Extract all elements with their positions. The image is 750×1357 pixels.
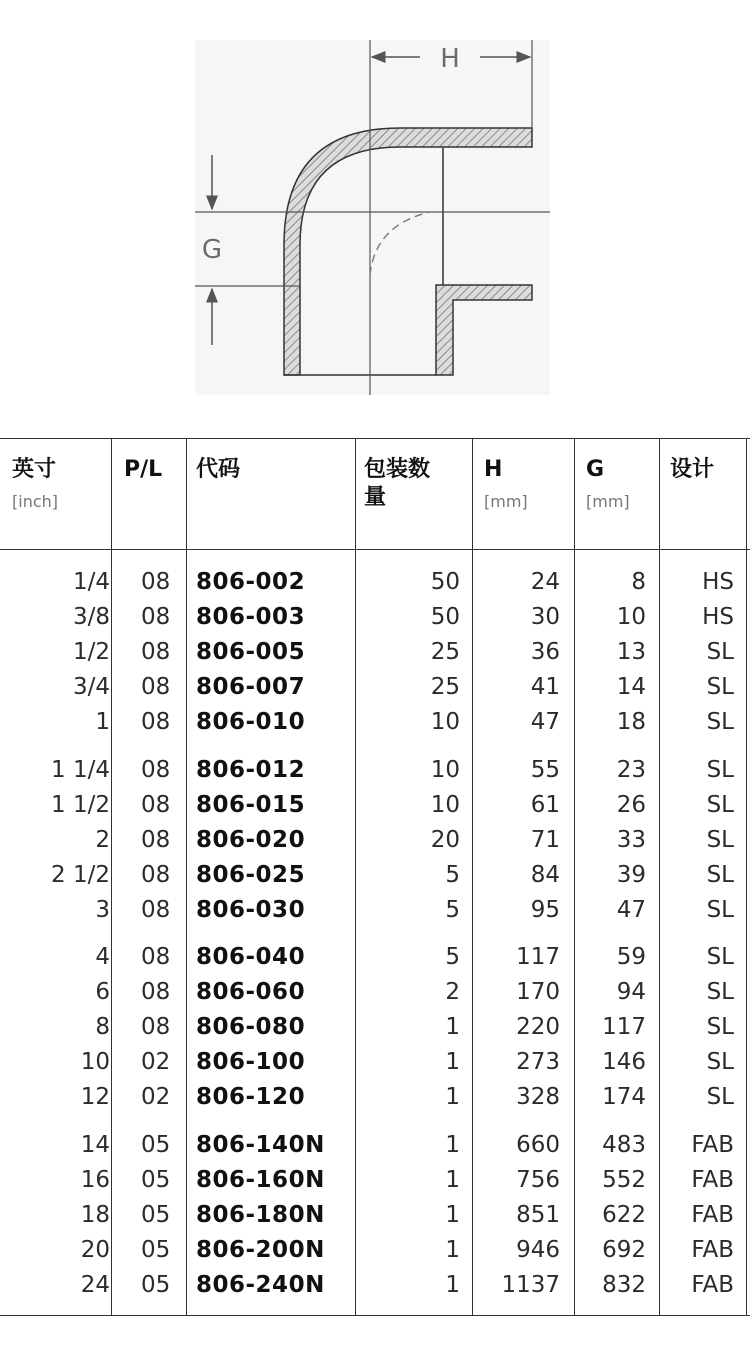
cell-h: 47 xyxy=(530,709,560,735)
header-h xyxy=(484,456,528,511)
cell-pl: 05 xyxy=(141,1237,171,1263)
cell-code: 806-060 xyxy=(196,979,306,1005)
table-row xyxy=(0,1010,750,1045)
elbow-diagram xyxy=(0,0,750,400)
table-row xyxy=(0,565,750,600)
cell-code: 806-012 xyxy=(196,757,306,783)
table-bottom-border xyxy=(0,1315,750,1316)
header-inch-label: 英寸 xyxy=(12,457,57,482)
table-row xyxy=(0,1045,750,1080)
cell-qty: 1 xyxy=(445,1202,460,1228)
table-row xyxy=(0,635,750,670)
cell-pl: 08 xyxy=(141,827,171,853)
cell-g: 59 xyxy=(616,944,646,970)
cell-h: 273 xyxy=(516,1049,560,1075)
cell-h: 851 xyxy=(516,1202,560,1228)
cell-code: 806-120 xyxy=(196,1084,306,1110)
cell-inch: 8 xyxy=(95,1014,110,1040)
cell-code: 806-160N xyxy=(196,1167,325,1193)
cell-g: 39 xyxy=(616,862,646,888)
table-row xyxy=(0,1080,750,1115)
cell-h: 55 xyxy=(530,757,560,783)
cell-inch: 2 xyxy=(95,827,110,853)
table-row xyxy=(0,1198,750,1233)
cell-inch: 14 xyxy=(80,1132,110,1158)
cell-inch: 24 xyxy=(80,1272,110,1298)
table-row xyxy=(0,858,750,893)
cell-design: SL xyxy=(706,792,734,818)
cell-inch: 10 xyxy=(80,1049,110,1075)
cell-qty: 1 xyxy=(445,1272,460,1298)
cell-code: 806-040 xyxy=(196,944,306,970)
cell-design: SL xyxy=(706,1084,734,1110)
cell-h: 84 xyxy=(530,862,560,888)
cell-qty: 20 xyxy=(430,827,460,853)
table-row xyxy=(0,1163,750,1198)
cell-pl: 02 xyxy=(141,1049,171,1075)
cell-code: 806-240N xyxy=(196,1272,325,1298)
cell-qty: 25 xyxy=(430,674,460,700)
cell-qty: 5 xyxy=(445,944,460,970)
cell-design: FAB xyxy=(691,1202,734,1228)
cell-design: SL xyxy=(706,1049,734,1075)
cell-design: SL xyxy=(706,944,734,970)
cell-inch: 3/4 xyxy=(72,674,110,700)
cell-code: 806-007 xyxy=(196,674,306,700)
cell-qty: 2 xyxy=(445,979,460,1005)
cell-pl: 08 xyxy=(141,674,171,700)
cell-h: 71 xyxy=(530,827,560,853)
h-dimension-label: H xyxy=(440,44,460,74)
cell-design: SL xyxy=(706,709,734,735)
cell-g: 94 xyxy=(616,979,646,1005)
cell-pl: 08 xyxy=(141,604,171,630)
cell-h: 95 xyxy=(530,897,560,923)
cell-inch: 1 1/2 xyxy=(51,792,110,818)
table-row xyxy=(0,788,750,823)
cell-design: HS xyxy=(702,604,734,630)
header-design xyxy=(670,456,714,484)
cell-pl: 05 xyxy=(141,1202,171,1228)
cell-g: 18 xyxy=(616,709,646,735)
cell-inch: 16 xyxy=(80,1167,110,1193)
cell-design: SL xyxy=(706,827,734,853)
table-row xyxy=(0,670,750,705)
cell-qty: 5 xyxy=(445,862,460,888)
g-dimension-label: G xyxy=(201,235,223,265)
cell-h: 61 xyxy=(530,792,560,818)
cell-h: 170 xyxy=(516,979,560,1005)
cell-qty: 1 xyxy=(445,1014,460,1040)
cell-g: 174 xyxy=(602,1084,646,1110)
cell-qty: 1 xyxy=(445,1084,460,1110)
cell-h: 756 xyxy=(516,1167,560,1193)
cell-g: 47 xyxy=(616,897,646,923)
table-top-border xyxy=(0,438,750,439)
cell-code: 806-180N xyxy=(196,1202,325,1228)
table-header-border xyxy=(0,549,750,550)
table-row xyxy=(0,940,750,975)
cell-design: SL xyxy=(706,862,734,888)
header-h-label: H xyxy=(484,457,503,482)
cell-g: 23 xyxy=(616,757,646,783)
cell-h: 30 xyxy=(530,604,560,630)
cell-inch: 1/2 xyxy=(72,639,110,665)
cell-g: 117 xyxy=(602,1014,646,1040)
cell-h: 117 xyxy=(516,944,560,970)
header-code-label: 代码 xyxy=(196,457,241,482)
cell-h: 220 xyxy=(516,1014,560,1040)
cell-design: SL xyxy=(706,979,734,1005)
cell-design: FAB xyxy=(691,1272,734,1298)
cell-code: 806-020 xyxy=(196,827,306,853)
table-row xyxy=(0,975,750,1010)
cell-h: 1137 xyxy=(501,1272,560,1298)
cell-qty: 1 xyxy=(445,1237,460,1263)
cell-qty: 10 xyxy=(430,709,460,735)
cell-pl: 08 xyxy=(141,757,171,783)
cell-inch: 1 xyxy=(95,709,110,735)
cell-g: 692 xyxy=(602,1237,646,1263)
cell-g: 26 xyxy=(616,792,646,818)
cell-qty: 50 xyxy=(430,569,460,595)
cell-design: FAB xyxy=(691,1167,734,1193)
cell-qty: 10 xyxy=(430,757,460,783)
cell-design: HS xyxy=(702,569,734,595)
cell-qty: 1 xyxy=(445,1132,460,1158)
cell-g: 8 xyxy=(631,569,646,595)
cell-pl: 05 xyxy=(141,1167,171,1193)
cell-inch: 1 1/4 xyxy=(51,757,110,783)
cell-h: 946 xyxy=(516,1237,560,1263)
cell-design: FAB xyxy=(691,1237,734,1263)
header-qty-line2: 量 xyxy=(364,485,387,510)
cell-pl: 08 xyxy=(141,792,171,818)
cell-g: 14 xyxy=(616,674,646,700)
cell-qty: 10 xyxy=(430,792,460,818)
cell-design: SL xyxy=(706,757,734,783)
header-g-label: G xyxy=(586,457,605,482)
cell-inch: 1/4 xyxy=(72,569,110,595)
cell-code: 806-100 xyxy=(196,1049,306,1075)
cell-code: 806-002 xyxy=(196,569,306,595)
table-row xyxy=(0,893,750,928)
table-row xyxy=(0,1128,750,1163)
cell-code: 806-005 xyxy=(196,639,306,665)
diagram-background xyxy=(195,40,550,395)
cell-inch: 6 xyxy=(95,979,110,1005)
cell-inch: 2 1/2 xyxy=(51,862,110,888)
header-h-unit: [mm] xyxy=(484,492,528,511)
cell-g: 10 xyxy=(616,604,646,630)
header-inch xyxy=(12,456,58,511)
header-design-label: 设计 xyxy=(670,457,715,482)
cell-g: 146 xyxy=(602,1049,646,1075)
cell-pl: 02 xyxy=(141,1084,171,1110)
header-qty xyxy=(364,456,430,512)
cell-code: 806-140N xyxy=(196,1132,325,1158)
cell-code: 806-010 xyxy=(196,709,306,735)
cell-code: 806-200N xyxy=(196,1237,325,1263)
cell-qty: 50 xyxy=(430,604,460,630)
header-inch-unit: [inch] xyxy=(12,492,59,511)
cell-g: 832 xyxy=(602,1272,646,1298)
spec-table xyxy=(0,438,750,1318)
cell-design: SL xyxy=(706,897,734,923)
cell-code: 806-025 xyxy=(196,862,306,888)
cell-pl: 08 xyxy=(141,944,171,970)
header-g xyxy=(586,456,630,511)
cell-h: 328 xyxy=(516,1084,560,1110)
cell-qty: 25 xyxy=(430,639,460,665)
cell-inch: 12 xyxy=(80,1084,110,1110)
table-row xyxy=(0,705,750,740)
cell-h: 24 xyxy=(530,569,560,595)
cell-pl: 08 xyxy=(141,862,171,888)
header-qty-line1: 包装数 xyxy=(364,457,431,482)
table-row xyxy=(0,1268,750,1303)
cell-code: 806-030 xyxy=(196,897,306,923)
cell-design: SL xyxy=(706,674,734,700)
cell-code: 806-015 xyxy=(196,792,306,818)
cell-h: 36 xyxy=(530,639,560,665)
cell-pl: 05 xyxy=(141,1132,171,1158)
cell-pl: 08 xyxy=(141,709,171,735)
cell-inch: 20 xyxy=(80,1237,110,1263)
cell-design: FAB xyxy=(691,1132,734,1158)
cell-code: 806-080 xyxy=(196,1014,306,1040)
cell-h: 660 xyxy=(516,1132,560,1158)
header-pl xyxy=(124,456,162,484)
cell-pl: 05 xyxy=(141,1272,171,1298)
cell-design: SL xyxy=(706,639,734,665)
cell-qty: 1 xyxy=(445,1049,460,1075)
cell-design: SL xyxy=(706,1014,734,1040)
cell-g: 552 xyxy=(602,1167,646,1193)
cell-inch: 3 xyxy=(95,897,110,923)
cell-g: 33 xyxy=(616,827,646,853)
cell-inch: 18 xyxy=(80,1202,110,1228)
cell-pl: 08 xyxy=(141,639,171,665)
cell-inch: 4 xyxy=(95,944,110,970)
cell-h: 41 xyxy=(530,674,560,700)
header-code xyxy=(196,456,240,484)
cell-pl: 08 xyxy=(141,569,171,595)
cell-qty: 1 xyxy=(445,1167,460,1193)
cell-code: 806-003 xyxy=(196,604,306,630)
header-g-unit: [mm] xyxy=(586,492,630,511)
cell-g: 622 xyxy=(602,1202,646,1228)
cell-qty: 5 xyxy=(445,897,460,923)
table-row xyxy=(0,823,750,858)
table-row xyxy=(0,753,750,788)
table-row xyxy=(0,600,750,635)
cell-pl: 08 xyxy=(141,897,171,923)
cell-pl: 08 xyxy=(141,1014,171,1040)
cell-g: 13 xyxy=(616,639,646,665)
cell-g: 483 xyxy=(602,1132,646,1158)
cell-pl: 08 xyxy=(141,979,171,1005)
header-pl-label: P/L xyxy=(124,457,163,482)
cell-inch: 3/8 xyxy=(72,604,110,630)
table-row xyxy=(0,1233,750,1268)
